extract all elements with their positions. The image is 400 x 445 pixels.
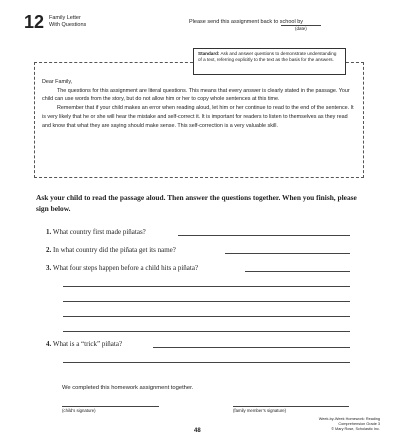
- question-4-number: 4.: [46, 340, 52, 348]
- family-signature-label: (family member’s signature): [233, 408, 287, 413]
- answer-line-3a[interactable]: [245, 271, 350, 272]
- question-2-text: In what country did the piñata get its name?: [53, 246, 176, 254]
- footer-credit-line1: Week-by-Week Homework: Reading Comprehension Grade 3: [318, 417, 380, 426]
- letter-greeting: Dear Family,: [42, 79, 73, 85]
- family-signature-line[interactable]: [233, 406, 349, 407]
- family-letter: [42, 78, 356, 130]
- answer-line-1[interactable]: [178, 235, 350, 236]
- send-back-text: Please send this assignment back to school by: [189, 19, 304, 25]
- answer-line-2[interactable]: [225, 253, 350, 254]
- question-3-text: What four steps happen before a child hits a piñata?: [52, 264, 199, 272]
- answer-line-3e[interactable]: [63, 331, 350, 332]
- question-2-number: 2.: [46, 246, 52, 254]
- standard-label: Standard:: [198, 51, 220, 56]
- question-2: [46, 246, 176, 254]
- question-1-number: 1.: [46, 228, 52, 236]
- footer-credit: [300, 417, 380, 432]
- child-signature-label: (child’s signature): [62, 408, 96, 413]
- answer-line-3c[interactable]: [63, 301, 350, 302]
- letter-paragraph-2: Remember that if your child makes an error when reading aloud, let him or her continue to read to the end of the sentence. It is very likely that he or she will hear the mistake and self-correct it. It is important for readers to listen to themselves as they read and know that what they are saying should make sense. This self-correction is a very valuable skill.: [42, 105, 354, 129]
- date-label: (date): [295, 26, 307, 31]
- standard-text: Ask and answer questions to demonstrate understanding of a text, referring explicitly to the text as the basis for the answers.: [198, 51, 337, 62]
- unit-title: [49, 15, 86, 28]
- unit-title-line1: Family Letter: [49, 15, 81, 21]
- standard-box: [193, 48, 346, 75]
- letter-paragraph-1: The questions for this assignment are literal questions. This means that every answer is clearly stated in the passage. Your child can use words from the story, but do not allow him or her to copy whole sentences at this time.: [42, 87, 350, 103]
- question-1-text: What country first made piñatas?: [52, 228, 146, 236]
- child-signature-line[interactable]: [62, 406, 159, 407]
- footer-credit-line2: © Mary Rose, Scholastic Inc.: [331, 427, 380, 431]
- answer-line-4b[interactable]: [63, 362, 350, 363]
- completed-statement: We completed this homework assignment together.: [62, 385, 194, 391]
- unit-title-line2: With Questions: [49, 21, 87, 28]
- instructions: Ask your child to read the passage aloud. Then answer the questions together. When you finish, please sign below.: [36, 193, 357, 213]
- answer-line-4a[interactable]: [153, 347, 350, 348]
- answer-line-3d[interactable]: [63, 316, 350, 317]
- question-4-text: What is a “trick” piñata?: [52, 340, 123, 348]
- question-1: [46, 228, 146, 236]
- question-4: [46, 340, 122, 348]
- question-3-number: 3.: [46, 264, 52, 272]
- answer-line-3b[interactable]: [63, 286, 350, 287]
- unit-number: 12: [24, 12, 45, 32]
- question-3: [46, 264, 198, 272]
- page-number: 48: [194, 428, 201, 434]
